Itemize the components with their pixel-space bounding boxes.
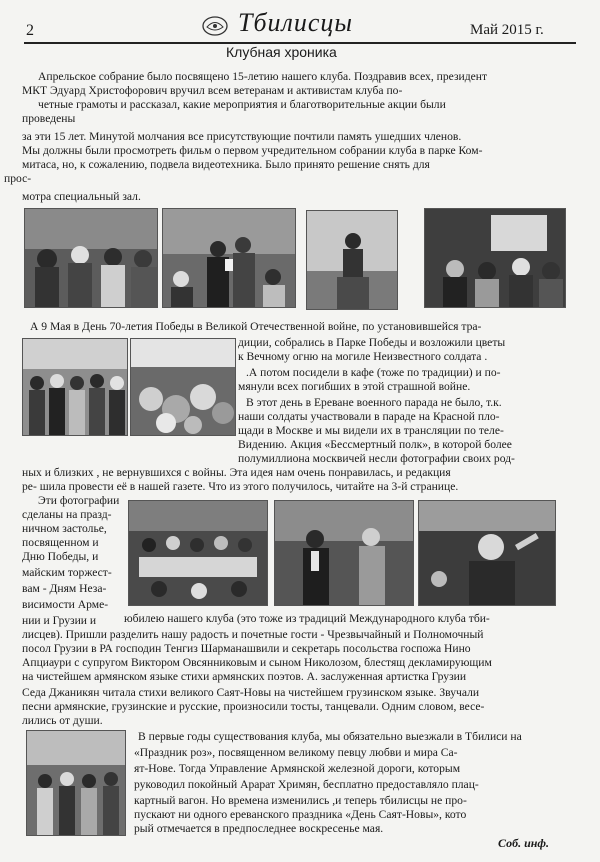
text-line: Мы должны были просмотреть фильм о первом учредительном собрании клуба в парке Ком-: [22, 144, 483, 157]
text-line: картный вагон. Но времена изменились ,и теперь тбилисцы не про-: [134, 794, 467, 807]
text-line: ят-Нове. Тогда Управление Армянской железной дороги, которым: [134, 762, 461, 775]
text-line: прос-: [4, 172, 32, 185]
text-line: Апрельское собрание было посвящено 15-летию нашего клуба. Поздравив всех, президент: [38, 70, 488, 83]
photo-speaker-at-podium: [306, 210, 398, 310]
text-line: мотра специальный зал.: [22, 190, 141, 203]
section-title: Клубная хроника: [226, 44, 337, 60]
text-line: посол Грузии в РА господин Тенгиз Шарманашвили и секретарь посольства госпожа Нино: [22, 642, 471, 655]
text-line: сделаны на празд-: [22, 508, 112, 521]
text-line: нии и Грузии и: [22, 614, 97, 627]
text-line: лились от души.: [22, 714, 103, 727]
photo-screening-hall: [424, 208, 566, 308]
photo-flowers-eternal-flame: [130, 338, 236, 436]
text-line: МКТ Эдуард Христофорович вручил всем ветеранам и активистам клуба по-: [22, 84, 403, 97]
text-line: лисцев). Пришли разделить нашу радость и почетные гости - Чрезвычайный и Полномочный: [22, 628, 484, 641]
text-line: В этот день в Ереване военного парада не было, т.к.: [246, 396, 502, 409]
page-number: 2: [26, 22, 34, 39]
text-line: В первые годы существования клуба, мы обязательно выезжали в Тбилиси на: [138, 730, 522, 743]
text-line: пускают ни одного ереванского праздника «День Саят-Новы», кото: [134, 808, 467, 821]
text-line: на чистейшем армянском языке стихи армянских поэтов. А. заслуженная артистка Грузии: [22, 670, 467, 683]
text-line: ных и близких , не вернувшихся с войны. Эта идея нам очень понравилась, и редакция: [22, 466, 451, 479]
photo-festival-group: [26, 730, 126, 836]
text-line: руководил покойный Арарат Хримян, бесплатно предоставляло плац-: [134, 778, 479, 791]
text-line: ре- шила провести её в нашей газете. Что из этого получилось, читайте на 3-й странице.: [22, 480, 459, 493]
emblem-icon: [200, 14, 230, 38]
text-line: Эти фотографии: [38, 494, 120, 507]
text-line: «Праздник роз», посвященном великому певцу любви и мира Са-: [134, 746, 458, 759]
text-line: митаса, но, к сожалению, подвела видеотехника. Было принято решение снять для: [22, 158, 430, 171]
text-line: песни армянские, грузинские и русские, произносили тосты, танцевали. Одним словом, весе-: [22, 700, 485, 713]
text-line: .А потом посидели в кафе (тоже по традиции) и по-: [246, 366, 501, 379]
photo-meeting-audience: [24, 208, 158, 308]
text-line: рый отмечается в предпоследнее воскресенье мая.: [134, 822, 384, 835]
text-line: А 9 Мая в День 70-летия Победы в Великой Отечественной войне, по установившейся тра-: [30, 320, 482, 333]
text-line: щади в Москве и мы видели их в трансляции по теле-: [238, 424, 504, 437]
text-line: за эти 15 лет. Минутой молчания все присутствующие почтили память ушедших членов.: [22, 130, 462, 143]
text-line: проведены: [22, 112, 76, 125]
photo-singer-performing: [418, 500, 556, 606]
photo-victory-park-group: [22, 338, 128, 436]
issue-date: Май 2015 г.: [470, 22, 544, 38]
text-line: Седа Джаникян читала стихи великого Саят-Новы на чистейшем грузинском языке. Звучали: [22, 686, 480, 699]
text-line: к Вечному огню на могиле Неизвестного солдата .: [238, 350, 488, 363]
signature: Соб. инф.: [498, 836, 549, 850]
text-line: майским торжест-: [22, 566, 112, 579]
text-line: висимости Арме-: [22, 598, 109, 611]
text-line: вам - Дням Неза-: [22, 582, 107, 595]
photo-award-presentation: [162, 208, 296, 308]
text-line: мянули всех погибших в этой страшной войне.: [238, 380, 471, 393]
text-line: юбилею нашего клуба (это тоже из традиций Международного клуба тби-: [124, 612, 490, 625]
newspaper-title: Тбилисцы: [238, 8, 354, 37]
text-line: ничном застолье,: [22, 522, 107, 535]
text-line: посвященном и: [22, 536, 99, 549]
text-line: полумиллиона москвичей несли фотографии своих род-: [238, 452, 515, 465]
text-line: Дню Победы, и: [22, 550, 99, 563]
text-line: наши солдаты участвовали в параде на Красной пло-: [238, 410, 500, 423]
text-line: Видению. Акция «Бессмертный полк», в которой более: [238, 438, 512, 451]
photo-festive-table: [128, 500, 268, 606]
text-line: диции, собрались в Парке Победы и возложили цветы: [238, 336, 506, 349]
text-line: четные грамоты и рассказал, какие мероприятия и благотворительные акции были: [38, 98, 446, 111]
text-line: Апциаури с супругом Виктором Овсянниковым и сыном Николозом, блестящ декламирующим: [22, 656, 492, 669]
photo-honored-guests: [274, 500, 414, 606]
